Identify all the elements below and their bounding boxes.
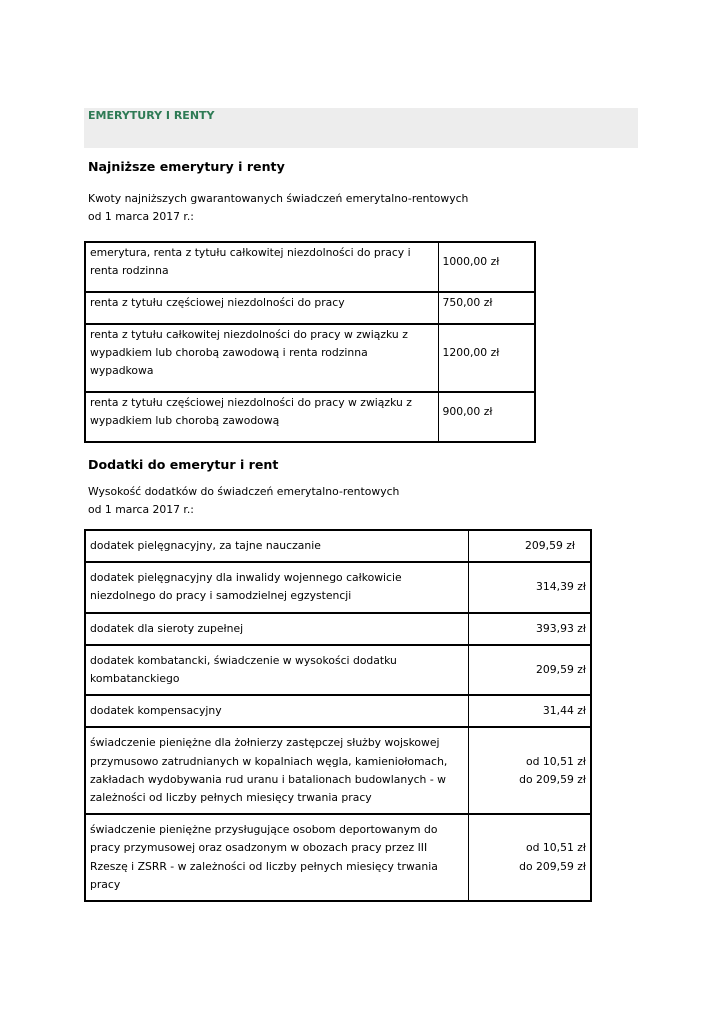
benefit-amount-cell bbox=[438, 292, 535, 324]
table-row bbox=[85, 324, 535, 392]
cell-text-line: renta z tytułu częściowej niezdolności do pracy w związku z bbox=[90, 396, 412, 409]
benefit-name-cell bbox=[85, 392, 438, 442]
supplements-table bbox=[84, 529, 592, 902]
table-row bbox=[85, 530, 591, 562]
cell-text-line: zakładach wydobywania rud uranu i batalionach budowlanych - w bbox=[90, 772, 446, 786]
amount-text: 314,39 zł bbox=[536, 580, 586, 594]
amount-text: 31,44 zł bbox=[542, 704, 586, 718]
amount-text: 1000,00 zł bbox=[442, 255, 500, 268]
cell-text-line: wypadkiem lub chorobą zawodową bbox=[90, 414, 280, 427]
intro-line: od 1 marca 2017 r.: bbox=[88, 210, 194, 223]
table-row bbox=[85, 727, 591, 814]
table-row bbox=[85, 645, 591, 695]
section-title: EMERYTURY I RENTY bbox=[88, 109, 215, 122]
minimum-benefits-table bbox=[84, 241, 536, 443]
cell-text-line: dodatek pielęgnacyjny dla inwalidy wojennego całkowicie bbox=[90, 571, 402, 585]
amount-text: od 10,51 zł bbox=[526, 754, 586, 768]
supplement-amount-cell bbox=[468, 645, 591, 695]
supplement-amount-cell bbox=[468, 562, 591, 612]
supplements-intro bbox=[88, 483, 399, 519]
benefit-name-cell bbox=[85, 292, 438, 324]
amount-text: 209,59 zł bbox=[536, 662, 586, 676]
supplement-amount-cell bbox=[468, 727, 591, 814]
cell-text-line: wypadkiem lub chorobą zawodową i renta rodzinna bbox=[90, 346, 368, 359]
section-header-band bbox=[84, 108, 638, 148]
cell-text-line: wypadkowa bbox=[90, 364, 154, 377]
amount-text: 393,93 zł bbox=[536, 621, 586, 635]
amount-text: 750,00 zł bbox=[442, 296, 493, 309]
cell-text-line: renta rodzinna bbox=[90, 264, 169, 277]
cell-text-line: dodatek dla sieroty zupełnej bbox=[90, 621, 244, 635]
cell-text-line: świadczenie pieniężne przysługujące osobom deportowanym do bbox=[90, 823, 438, 837]
cell-text-line: emerytura, renta z tytułu całkowitej niezdolności do pracy i bbox=[90, 246, 411, 259]
supplement-amount-cell bbox=[468, 695, 591, 727]
cell-text-line: renta z tytułu całkowitej niezdolności do pracy w związku z bbox=[90, 328, 408, 341]
supplement-amount-cell bbox=[468, 613, 591, 645]
intro-line: Wysokość dodatków do świadczeń emerytalno-rentowych bbox=[88, 485, 400, 498]
cell-text-line: renta z tytułu częściowej niezdolności do pracy bbox=[90, 296, 345, 309]
cell-text-line: dodatek kombatancki, świadczenie w wysokości dodatku bbox=[90, 653, 397, 667]
table-row bbox=[85, 814, 591, 901]
benefit-amount-cell bbox=[438, 324, 535, 392]
supplement-name-cell bbox=[85, 530, 468, 562]
table-row bbox=[85, 242, 535, 292]
supplement-name-cell bbox=[85, 814, 468, 901]
amount-text: 1200,00 zł bbox=[442, 346, 500, 359]
cell-text-line: kombatanckiego bbox=[90, 672, 180, 686]
cell-text-line: pracy przymusowej oraz osadzonym w obozach pracy przez III bbox=[90, 841, 428, 855]
supplement-name-cell bbox=[85, 727, 468, 814]
benefit-name-cell bbox=[85, 324, 438, 392]
amount-text: 209,59 zł bbox=[525, 539, 575, 552]
minimum-benefits-intro bbox=[88, 190, 468, 226]
cell-text-line: przymusowo zatrudnianych w kopalniach węgla, kamieniołomach, bbox=[90, 754, 448, 768]
amount-text: od 10,51 zł bbox=[526, 841, 586, 855]
benefit-name-cell bbox=[85, 242, 438, 292]
cell-text-line: dodatek pielęgnacyjny, za tajne nauczanie bbox=[90, 539, 321, 552]
supplement-name-cell bbox=[85, 645, 468, 695]
supplement-name-cell bbox=[85, 562, 468, 612]
amount-text: do 209,59 zł bbox=[519, 859, 586, 873]
supplement-name-cell bbox=[85, 613, 468, 645]
table-row bbox=[85, 392, 535, 442]
intro-line: od 1 marca 2017 r.: bbox=[88, 503, 194, 516]
amount-text: 900,00 zł bbox=[442, 405, 493, 418]
cell-text-line: dodatek kompensacyjny bbox=[90, 704, 222, 718]
cell-text-line: świadczenie pieniężne dla żołnierzy zastępczej służby wojskowej bbox=[90, 736, 440, 750]
benefit-amount-cell bbox=[438, 392, 535, 442]
cell-text-line: niezdolnego do pracy i samodzielnej egzystencji bbox=[90, 589, 352, 603]
cell-text-line: zależności od liczby pełnych miesięcy trwania pracy bbox=[90, 791, 372, 805]
cell-text-line: Rzeszę i ZSRR - w zależności od liczby pełnych miesięcy trwania bbox=[90, 859, 438, 873]
intro-line: Kwoty najniższych gwarantowanych świadczeń emerytalno-rentowych bbox=[88, 192, 469, 205]
amount-text: do 209,59 zł bbox=[519, 772, 586, 786]
cell-text-line: pracy bbox=[90, 877, 121, 891]
supplements-heading: Dodatki do emerytur i rent bbox=[88, 457, 279, 472]
supplement-name-cell bbox=[85, 695, 468, 727]
supplement-amount-cell bbox=[468, 814, 591, 901]
table-row bbox=[85, 562, 591, 612]
benefit-amount-cell bbox=[438, 242, 535, 292]
table-row bbox=[85, 292, 535, 324]
table-row bbox=[85, 695, 591, 727]
table-row bbox=[85, 613, 591, 645]
supplement-amount-cell bbox=[468, 530, 591, 562]
minimum-benefits-heading: Najniższe emerytury i renty bbox=[88, 159, 285, 174]
